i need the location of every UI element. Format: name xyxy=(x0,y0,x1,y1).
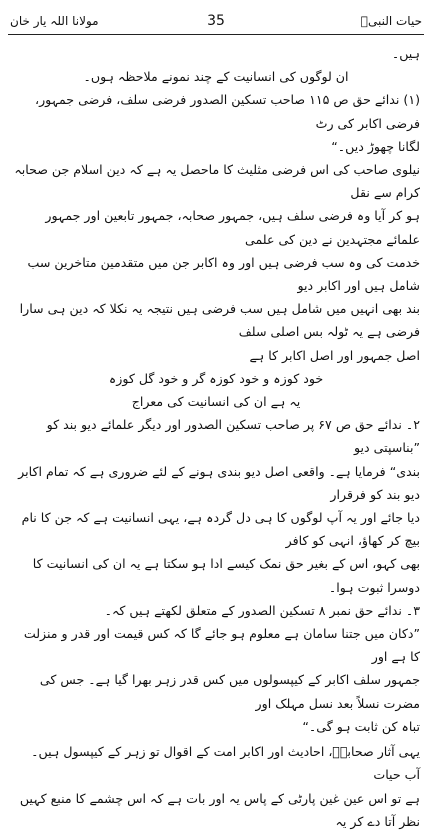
header-book-title: حیات النبیؐ xyxy=(360,14,422,28)
text-line: یہی آثار صحابہؓ، احادیث اور اکابر امت کے اقوال تو زہر کے کیپسول ہیں۔ آب حیات xyxy=(31,744,420,783)
text-line: تباہ کن ثابت ہو گی۔“ xyxy=(302,718,420,734)
text-line: ہو کر آیا وہ فرضی سلف ہیں، جمہور صحابہ، جمہور تابعین اور جمہور علمائے مجتہدین نے دین کی علمی xyxy=(45,208,420,247)
text-line: ۲۔ ندائے حق ص ۶۷ پر صاحب تسکین الصدور اور دیگر علمائے دیو بند کو ”بناسپتی دیو xyxy=(46,417,420,456)
text-line: جمہور سلف اکابر کے کیپسولوں میں کس قدر زہر بھرا گیا ہے۔ جس کی مضرت نسلاً بعد نسل مہلک اور xyxy=(39,672,420,711)
text-line: نیلوی صاحب کی اس فرضی مثلیث کا ماحصل یہ ہے کہ دین اسلام جن صحابہ کرام سے نقل xyxy=(14,162,420,201)
text-line: دیا جائے اور یہ آپ لوگوں کا ہی دل گردہ ہے، یہی انسانیت ہے کہ جن کا نام بیچ کر کھاؤ، انہی کو کافر xyxy=(21,510,420,549)
text-line: ”دکان میں جتنا سامان ہے معلوم ہو جائے گا کہ کس قیمت اور قدر و منزلت کا ہے اور xyxy=(23,626,420,665)
text-line: ہیں۔ xyxy=(391,46,420,61)
header-divider xyxy=(8,34,424,35)
text-line: خدمت کی وہ سب فرضی ہیں اور وہ اکابر جن میں متقدمین متاخرین سب شامل ہیں اور اکابر دیو xyxy=(27,254,420,294)
header-author: مولانا اللہ یار خان xyxy=(10,14,99,28)
page-body xyxy=(12,42,420,829)
text-line: بندی“ فرمایا ہے۔ واقعی اصل دیو بندی ہونے کے لئے ضروری ہے کہ تمام اکابر دیو بند کو فرقرار xyxy=(18,463,420,502)
page-header xyxy=(10,8,422,34)
text-line: بند بھی انہیں میں شامل ہیں سب فرضی ہیں نتیجہ یہ نکلا کہ دین ہی سارا فرضی ہے یہ ٹولہ بس اصلی سلف xyxy=(19,301,420,340)
text-line: لگانا چھوڑ دیں۔“ xyxy=(331,138,420,154)
text-line: اصل جمہور اور اصل اکابر کا ہے xyxy=(249,347,420,363)
text-line: (۱) ندائے حق ص ۱۱۵ صاحب تسکین الصدور فرضی سلف، فرضی جمہور، فرضی اکابر کی رٹ xyxy=(35,92,420,131)
text-line: ہے تو اس عین غین پارٹی کے پاس یہ اور بات ہے کہ اس چشمے کا منبع کہیں نظر آتا دے کر یہ xyxy=(19,790,420,829)
page-number: 35 xyxy=(207,13,225,29)
poem-line: خود کوزہ و خود کوزہ گر و خود گل کوزہ xyxy=(108,370,324,386)
text-line: ۳۔ ندائے حق نمبر ۸ تسکین الصدور کے متعلق لکھتے ہیں کہ۔ xyxy=(104,602,420,618)
poem-line: یہ ہے ان کی انسانیت کی معراج xyxy=(131,394,301,410)
text-line: ان لوگوں کی انسانیت کے چند نمونے ملاحظہ ہوں۔ xyxy=(83,69,349,85)
text-line: بھی کہو، اس کے بغیر حق نمک کیسے ادا ہو سکتا ہے یہ ان کی انسانیت کا دوسرا ثبوت ہوا۔ xyxy=(32,556,420,595)
